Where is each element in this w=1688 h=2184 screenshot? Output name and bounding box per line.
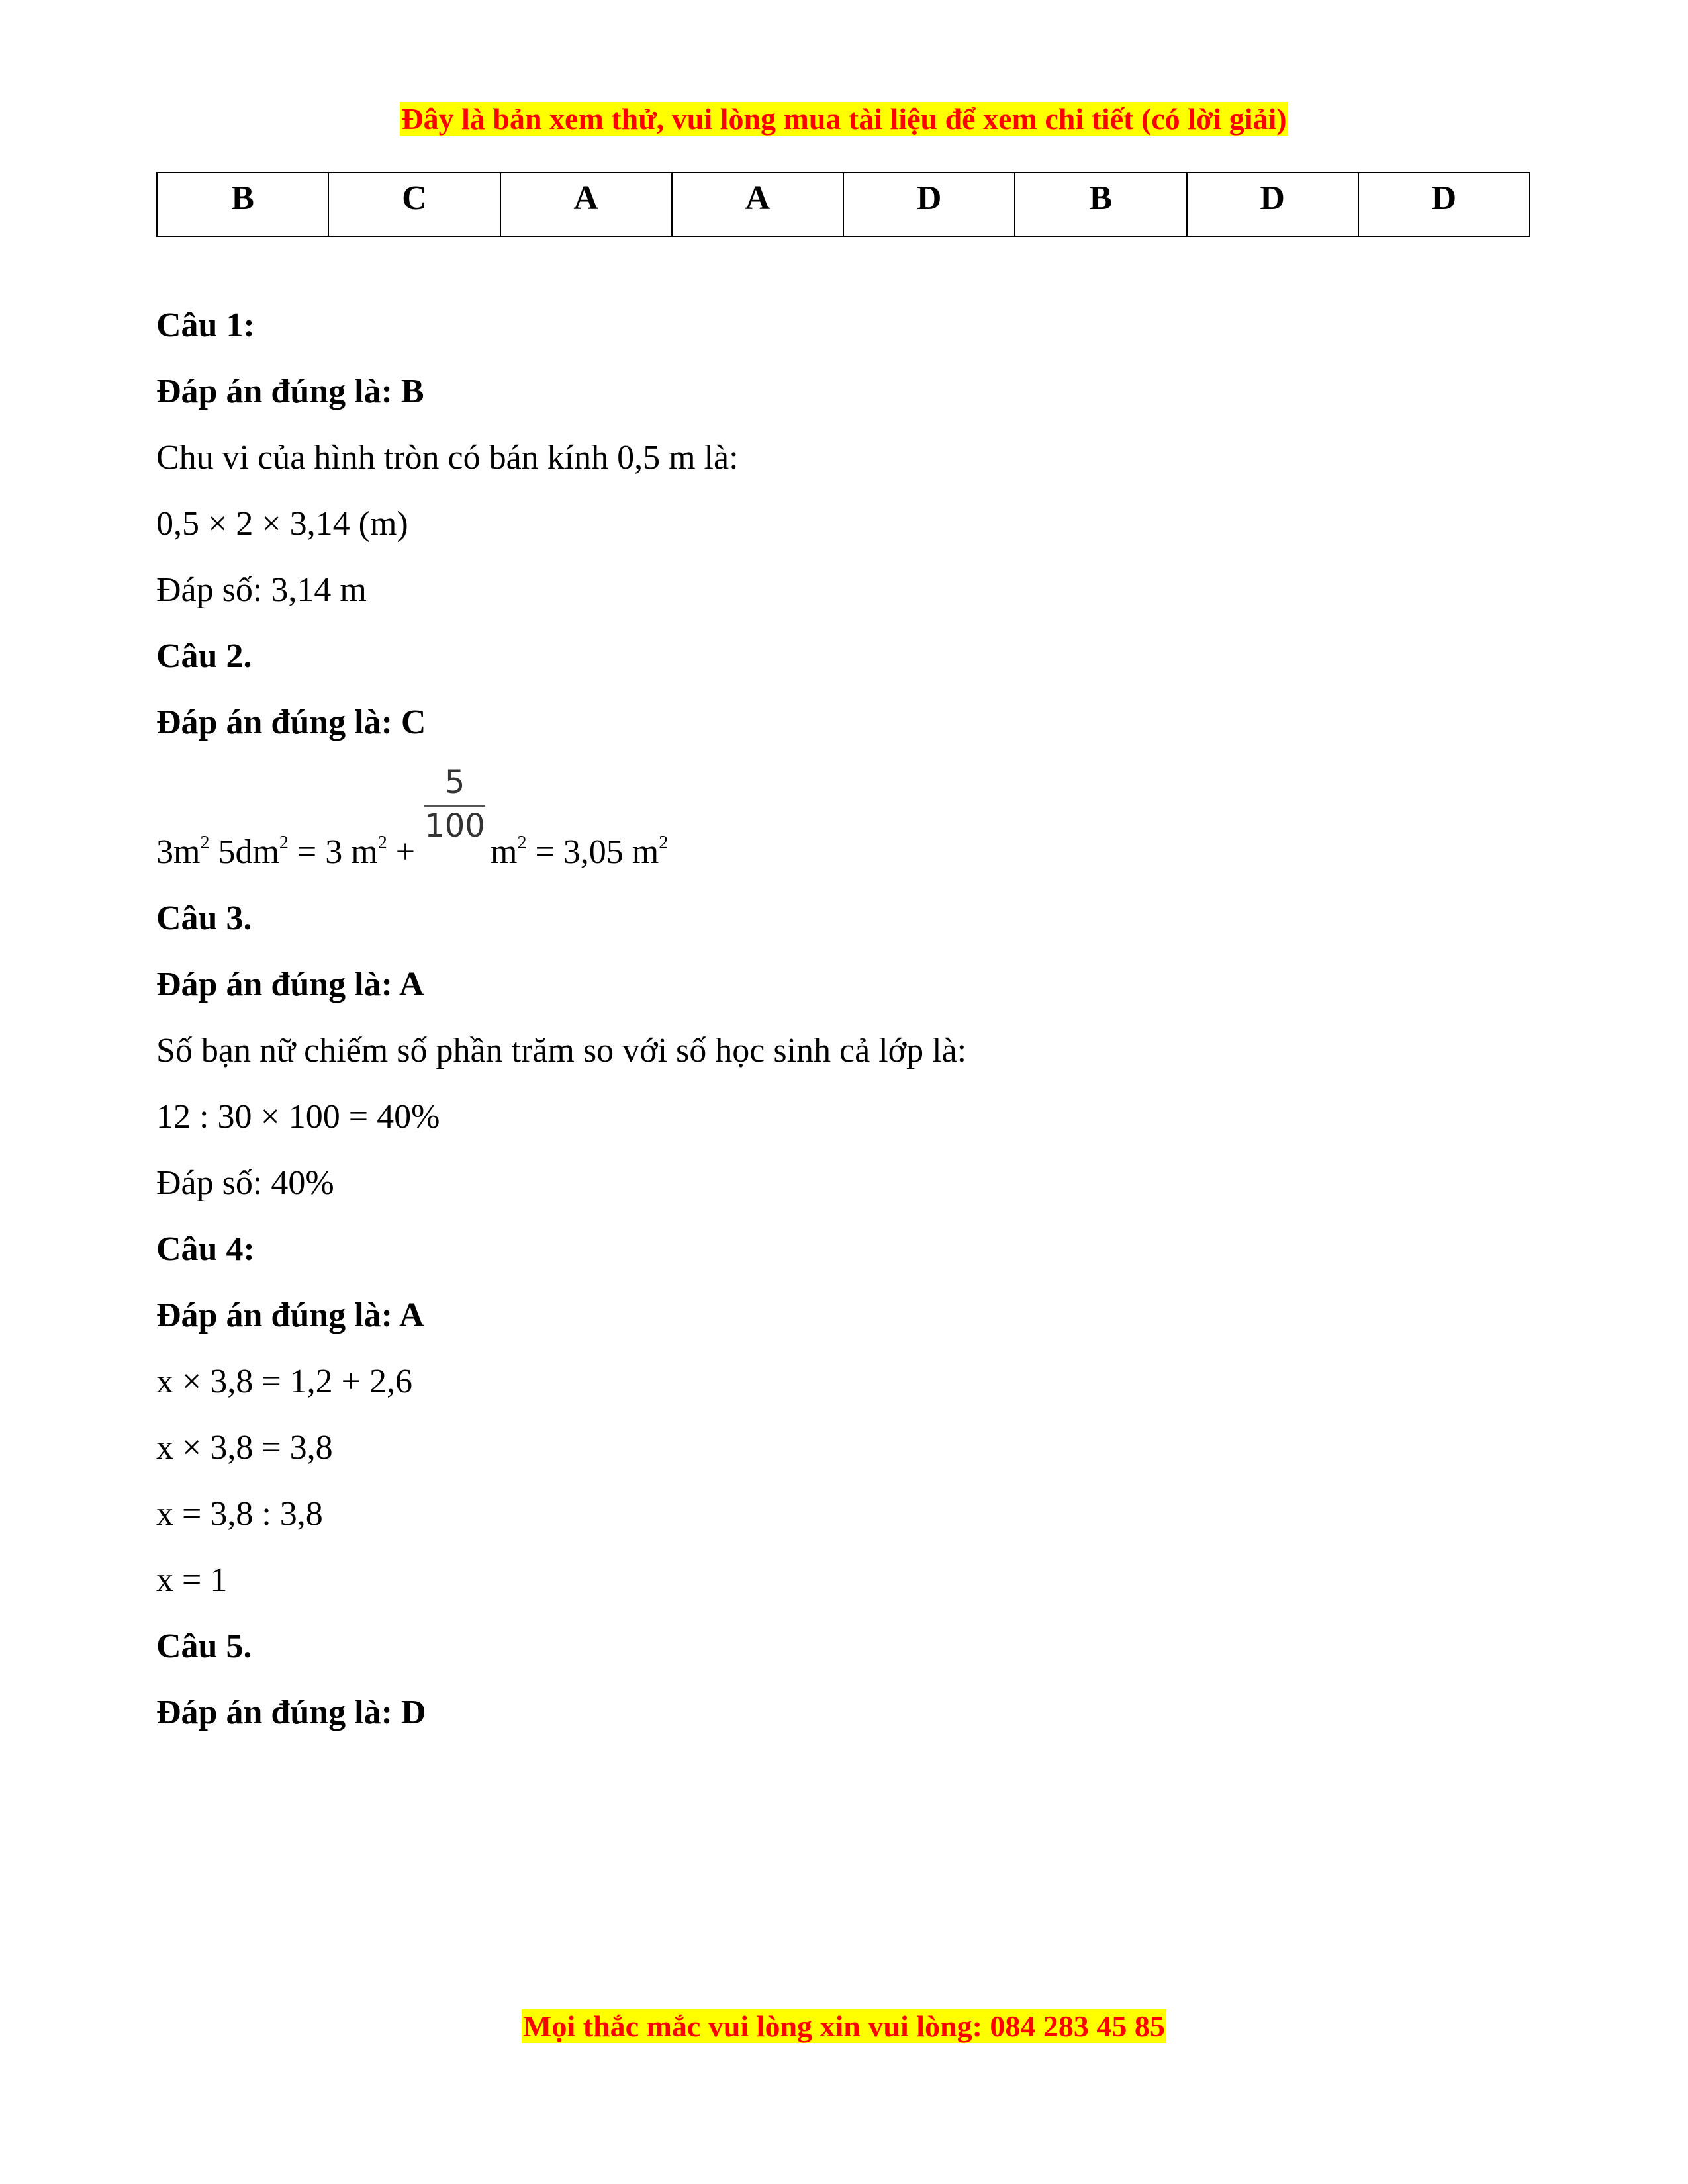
answer-cell-2: C [328,173,500,236]
table-row [157,173,1530,236]
fraction-5-100: $\frac{5}{100}$ [424,764,485,844]
contact-notice-banner [0,2007,1688,2046]
fraction-bar [424,805,485,807]
answer-cell-1: B [157,173,328,236]
answer-cell-8: D [1358,173,1530,236]
q3-answer: Đáp án đúng là: A [156,966,424,1003]
contact-notice-text: Mọi thắc mắc vui lòng xin vui lòng: 084 283 45 85 [523,2009,1165,2043]
preview-notice-text: Đây là bản xem thử, vui lòng mua tài liệu để xem chi tiết (có lời giải) [401,102,1287,136]
q3-line2: 12 : 30 × 100 = 40% [156,1098,440,1136]
q3-title: Câu 3. [156,899,252,937]
q2-title: Câu 2. [156,637,252,675]
q1-line1: Chu vi của hình tròn có bán kính 0,5 m là: [156,439,739,477]
answer-cell-3: A [500,173,672,236]
q1-answer: Đáp án đúng là: B [156,373,424,410]
q2-equation: $3m^2$ $5dm^2 = 3$ $m^2$ + $\frac{5}{100}$ $m^2 = 3,05$ $m^2$ [156,831,668,879]
q3-line3: Đáp số: 40% [156,1164,334,1202]
q1-line2: 0,5 × 2 × 3,14 (m) [156,505,408,543]
answer-cell-4: A [672,173,843,236]
q4-line3: x = 3,8 : 3,8 [156,1495,323,1533]
answer-cell-7: D [1187,173,1358,236]
answer-cell-5: D [843,173,1015,236]
q1-title: Câu 1: [156,306,255,344]
q4-answer: Đáp án đúng là: A [156,1297,424,1334]
q4-title: Câu 4: [156,1230,255,1268]
q4-line1: x × 3,8 = 1,2 + 2,6 [156,1363,412,1400]
q1-line3: Đáp số: 3,14 m [156,571,367,609]
answer-key-table [156,172,1530,237]
q5-title: Câu 5. [156,1627,252,1665]
answer-cell-6: B [1015,173,1186,236]
q4-line2: x × 3,8 = 3,8 [156,1429,333,1467]
q2-answer: Đáp án đúng là: C [156,704,426,741]
q5-answer: Đáp án đúng là: D [156,1694,426,1731]
q3-line1: Số bạn nữ chiếm số phần trăm so với số học sinh cả lớp là: [156,1032,967,1069]
q4-line4: x = 1 [156,1561,228,1599]
preview-notice-banner [0,99,1688,139]
